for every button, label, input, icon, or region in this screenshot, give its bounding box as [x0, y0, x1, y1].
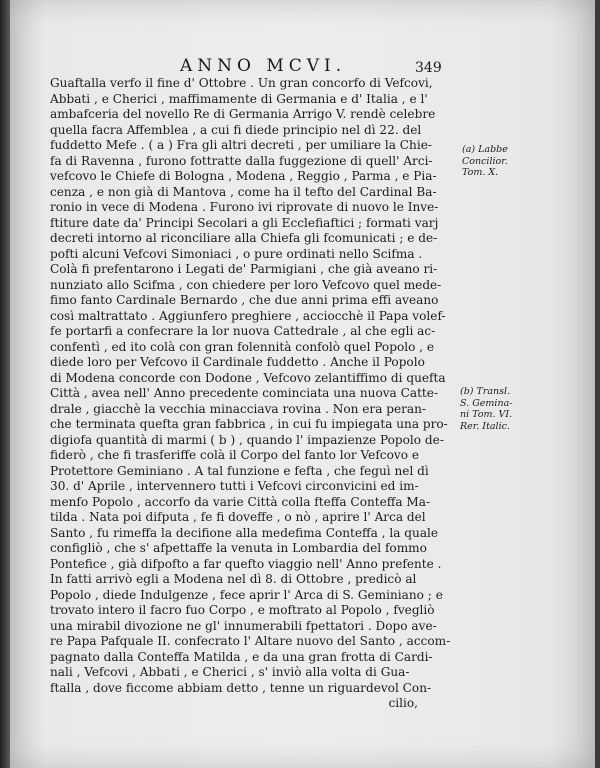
text-line: così maltrattato . Aggiunfero preghiere , acciocchè il Papa volef-: [50, 308, 446, 323]
text-line: Protettore Geminiano . A tal funzione e fefta , che feguì nel dì: [50, 463, 429, 478]
text-line: trovato intero il facro fuo Corpo , e moftrato al Popolo , fvegliò: [50, 603, 435, 617]
text-line: tilda . Nata poi difputa , fe fi doveffe , o nò , aprire l' Arca del: [50, 510, 426, 524]
text-line: vefcovo le Chiefe di Bologna , Modena , Reggio , Parma , e Pia-: [50, 169, 437, 183]
text-line: ftalla , dove ficcome abbiam detto , tenne un riguardevol Con-: [50, 680, 432, 695]
text-line: nali , Vefcovi , Abbati , e Cherici , s' inviò alla volta di Gua-: [50, 665, 410, 679]
book-page: [10, 0, 595, 768]
text-line: ronio in vece di Modena . Furono ivi riprovate di nuovo le Inve-: [50, 200, 439, 214]
text-line: Guaftalla verfo il fine d' Ottobre . Un gran concorfo di Vefcovi,: [50, 76, 433, 90]
page-number: 349: [415, 60, 442, 76]
text-line: In fatti arrivò egli a Modena nel dì 8. di Ottobre , predicò al: [50, 572, 417, 586]
text-line: diede loro per Vefcovo il Cardinale fuddetto . Anche il Popolo: [50, 355, 425, 369]
text-line: ambafceria del novello Re di Germania Arrigo V. rendè celebre: [50, 107, 436, 121]
running-head: ANNO MCVI.: [180, 56, 347, 76]
text-line: menfo Popolo , accorfo da varie Città colla fteffa Conteffa Ma-: [50, 494, 431, 509]
text-line: drale , giacchè la vecchia minacciava rovina . Non era peran-: [50, 401, 427, 416]
text-line: Popolo , diede Indulgenze , fece aprir l' Arca di S. Geminiano ; e: [50, 587, 443, 602]
text-line: Colà fi prefentarono i Legati de' Parmigiani , che già aveano ri-: [50, 262, 438, 276]
body-text: [50, 76, 450, 712]
text-line: fe portarfi a confecrare la lor nuova Cattedrale , al che egli ac-: [50, 324, 436, 338]
text-line: una mirabil divozione ne gl' innumerabili fpettatori . Dopo ave-: [50, 618, 437, 633]
text-line: fuddetto Mefe . ( a ) Fra gli altri decreti , per umiliare la Chie-: [50, 138, 432, 152]
text-line: decreti intorno al riconciliare alla Chiefa gli fcomunicati ; e de-: [50, 231, 438, 245]
text-line: quella facra Affemblea , a cui fi diede principio nel dì 22. del: [50, 122, 422, 137]
text-line: fa di Ravenna , furono fottratte dalla fuggezione di quell' Arci-: [50, 153, 433, 168]
text-line: configliò , che s' afpettaffe la venuta in Lombardia del fommo: [50, 541, 427, 555]
text-line: che terminata quefta gran fabbrica , in cui fu impiegata una pro-: [50, 417, 448, 431]
catchword: cilio,: [388, 696, 418, 710]
text-line: cenza , e non già di Mantova , come ha il tefto del Cardinal Ba-: [50, 184, 437, 199]
text-line: ftiture date da' Principi Secolari a gli Ecclefiaftici ; formati varj: [50, 215, 439, 230]
text-line: Abbati , e Cherici , maffimamente di Germania e d' Italia , e l': [50, 91, 428, 106]
text-line: fiderò , che fi trasferiffe colà il Corpo del fanto lor Vefcovo e: [50, 448, 419, 462]
text-line: nunziato allo Scifma , con chiedere per loro Vefcovo quel mede-: [50, 277, 442, 292]
text-line: Città , avea nell' Anno precedente cominciata una nuova Catte-: [50, 386, 439, 400]
text-line: fimo fanto Cardinale Bernardo , che due anni prima effi aveano: [50, 293, 439, 307]
text-line: re Papa Pafquale II. confecrato l' Altare nuovo del Santo , accom-: [50, 634, 450, 648]
marginal-note-b: (b) Transl. S. Gemina- ni Tom. VI. Rer. Italic.: [460, 386, 513, 432]
text-line: 30. d' Aprile , intervennero tutti i Vefcovi circonvicini ed im-: [50, 479, 419, 493]
book-spine-edge: [0, 0, 10, 768]
text-line: confentì , ed ito colà con gran folennità confolò quel Popolo , e: [50, 339, 435, 354]
text-line: digiofa quantità di marmi ( b ) , quando l' impazienze Popolo de-: [50, 432, 444, 447]
text-line: Santo , fu rimeffa la decifione alla medefima Conteffa , la quale: [50, 525, 439, 540]
text-line: di Modena concorde con Dodone , Vefcovo zelantiffimo di quefta: [50, 370, 446, 385]
text-line: pagnato dalla Conteffa Matilda , e da una gran frotta di Cardi-: [50, 649, 433, 664]
marginal-note-a: (a) Labbe Concilior. Tom. X.: [462, 144, 508, 178]
text-line: pofti alcuni Vefcovi Simoniaci , o pure ordinati nello Scifma .: [50, 246, 423, 261]
text-line: Pontefice , già difpofto a far quefto viaggio nell' Anno prefente .: [50, 556, 442, 571]
